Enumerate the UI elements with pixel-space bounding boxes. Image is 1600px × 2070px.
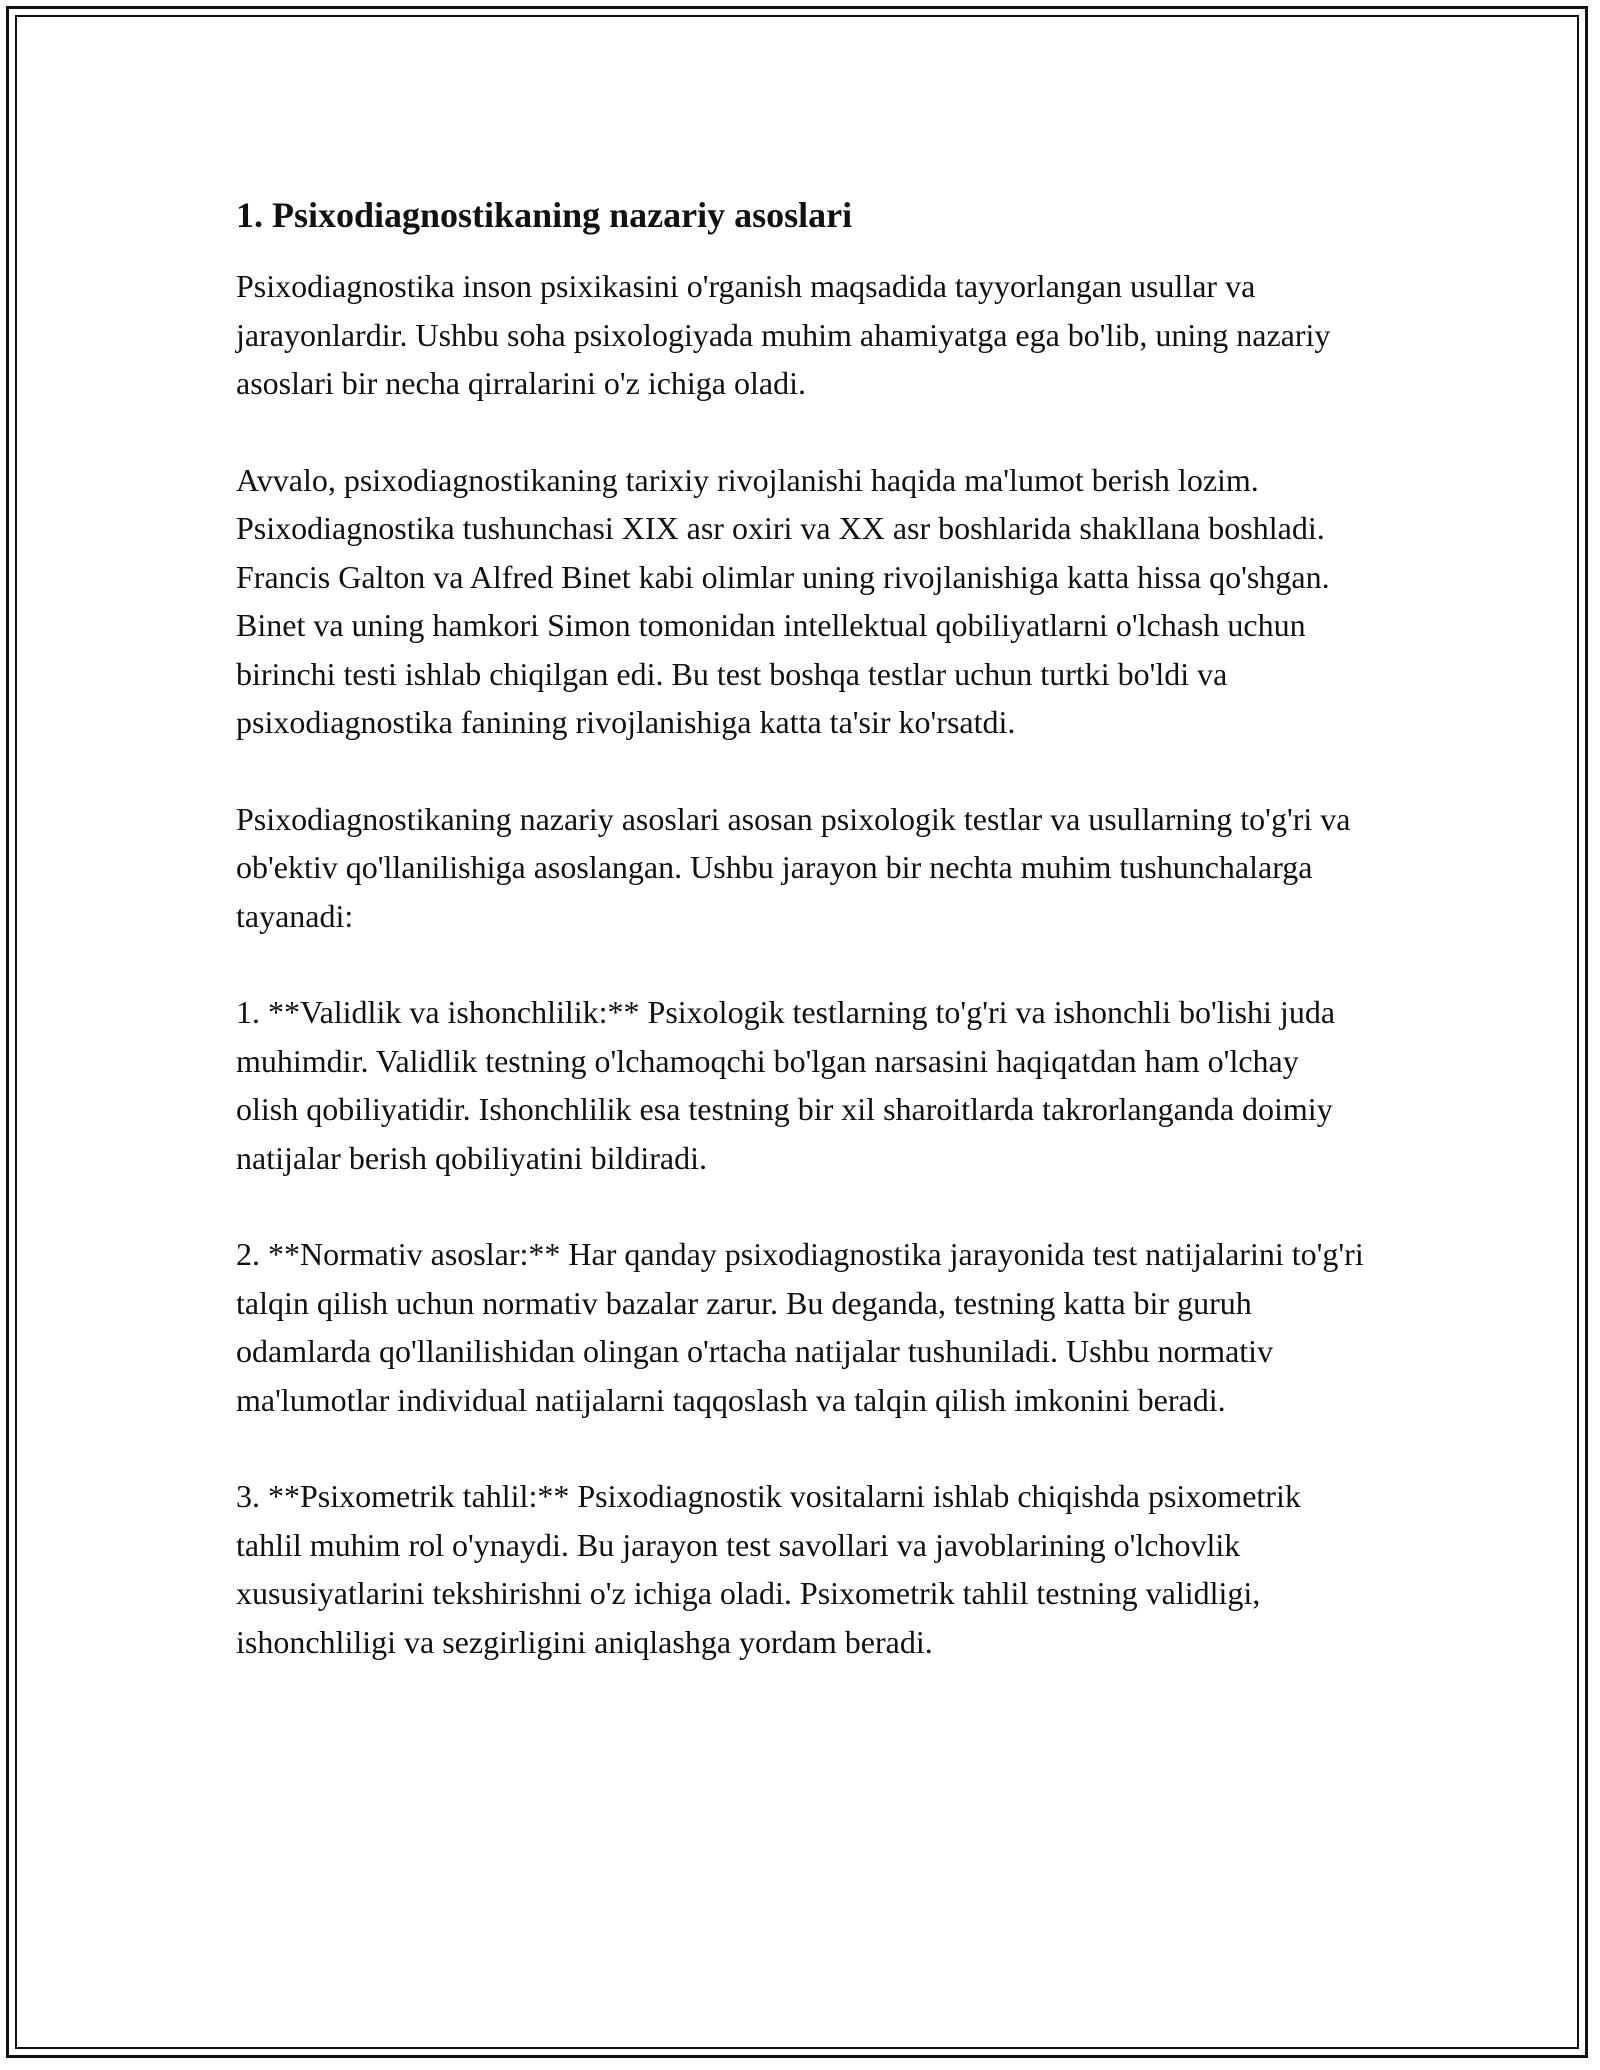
list-item-psychometric: 3. **Psixometrik tahlil:** Psixodiagnostik vositalarni ishlab chiqishda psixometrik tahlil muhim rol o'ynaydi. Bu jarayon test savollari va javoblarining o'lchovlik xususiyatlarini tekshirishni o'z ichiga oladi. Psixometrik tahlil testning validligi, ishonchliligi va sezgirligini aniqlashga yordam beradi. [236,1478,1301,1660]
list-item-normative: 2. **Normativ asoslar:** Har qanday psixodiagnostika jarayonida test natijalarini to'g'ri talqin qilish uchun normativ bazalar zarur. Bu deganda, testning katta bir guruh odamlarda qo'llanilishidan olingan o'rtacha natijalar tushuniladi. Ushbu normativ ma'lumotlar individual natijalarni taqqoslash va talqin qilish imkonini beradi. [236,1236,1364,1418]
list-item-validity: 1. **Validlik va ishonchlilik:** Psixologik testlarning to'g'ri va ishonchli bo'lishi juda muhimdir. Validlik testning o'lchamoqchi bo'lgan narsasini haqiqatdan ham o'lchay olish qobiliyatidir. Ishonchlilik esa testning bir xil sharoitlarda takrorlanganda doimiy natijalar berish qobiliyatini bildiradi. [236,994,1336,1176]
paragraph-intro: Psixodiagnostika inson psixikasini o'rganish maqsadida tayyorlangan usullar va jarayonlardir. Ushbu soha psixologiyada muhim ahamiyatga ega bo'lib, uning nazariy asoslari bir necha qirralarini o'z ichiga oladi. [236,268,1331,401]
document-body [236,190,1366,1714]
document-title: 1. Psixodiagnostikaning nazariy asoslari [236,195,853,235]
paragraph-foundations: Psixodiagnostikaning nazariy asoslari asosan psixologik testlar va usullarning to'g'ri va ob'ektiv qo'llanilishiga asoslangan. Ushbu jarayon bir nechta muhim tushunchalarga tayanadi: [236,800,1351,934]
paragraph-history: Avvalo, psixodiagnostikaning tarixiy rivojlanishi haqida ma'lumot berish lozim. Psixodiagnostika tushunchasi XIX asr oxiri va XX asr boshlarida shakllana boshladi. Francis Galton va Alfred Binet kabi olimlar uning rivojlanishiga katta hissa qo'shgan. Binet va uning hamkori Simon tomonidan intellektual qobiliyatlarni o'lchash uchun birinchi testi ishlab chiqilgan edi. Bu test boshqa testlar uchun turtki bo'ldi va psixodiagnostika fanining rivojlanishiga katta ta'sir ko'rsatdi. [236,461,1330,740]
